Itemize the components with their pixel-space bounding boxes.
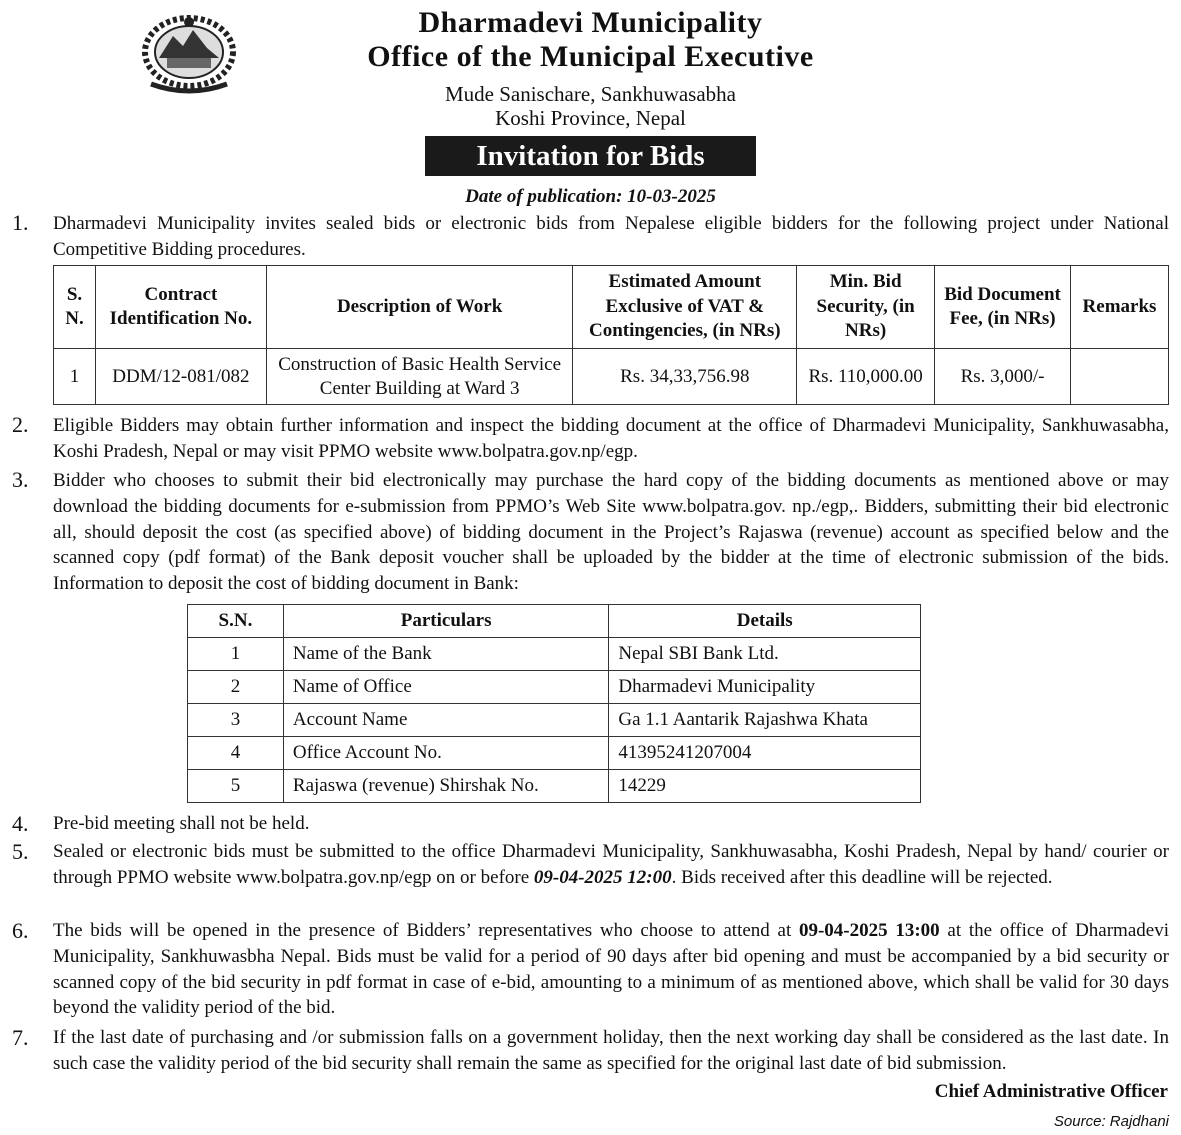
item-3-text: Bidder who chooses to submit their bid electronically may purchase the hard copy of the bidding documents as mentioned above or may download the bidding documents for e-submission from PPMO’s Web Site www.bolpatra.gov. np./egp,. Bidders, submitting their bid electronic all, should deposit the cost (as specified above) of bidding document in the Project’s Rajaswa (revenue) account as specified below and the scanned copy (pdf format) of the Bank deposit voucher shall be uploaded by the bidder at the time of electronic submission of the bids. Information to deposit the cost of bidding document in Bank: — [53, 470, 1169, 595]
table-header-row — [54, 266, 1169, 349]
table-row — [188, 737, 921, 770]
table-cell — [1070, 349, 1168, 405]
table-cell: DDM/12-081/082 — [95, 349, 266, 405]
item-number: 1. — [12, 210, 29, 235]
item-5-text-part: . Bids received after this deadline will be rejected. — [671, 866, 1053, 888]
item-number: 5. — [12, 839, 29, 864]
table-cell: 14229 — [609, 770, 921, 803]
office-title: Office of the Municipal Executive — [367, 40, 814, 73]
address-line-1: Mude Sanischare, Sankhuwasabha — [444, 82, 736, 106]
item-2-text: Eligible Bidders may obtain further information and inspect the bidding document at the office of Dharmadevi Municipality, Sankhuwasabha, Koshi Pradesh, Nepal or may visit PPMO website www.bolpatra.gov.np/egp. — [53, 415, 1169, 462]
table-row — [188, 704, 921, 737]
table-cell: Account Name — [283, 704, 608, 737]
item-6-text — [53, 918, 1169, 1021]
bid-opening-time: 09-04-2025 13:00 — [798, 920, 940, 941]
table-cell: 4 — [188, 737, 284, 770]
column-header: S.N. — [188, 605, 284, 638]
column-header: Min. Bid Security, (in NRs) — [797, 266, 935, 349]
table-cell: Name of the Bank — [283, 638, 608, 671]
publication-date: Date of publication: 10-03-2025 — [465, 186, 716, 207]
item-1-text: Dharmadevi Municipality invites sealed bids or electronic bids from Nepalese eligible bidders for the following project under National Competitive Bidding procedures. — [53, 213, 1169, 260]
item-5-text-part: Sealed or electronic bids must be submitted to the office Dharmadevi Municipality, Sankhuwasabha, Koshi Pradesh, Nepal by hand/ courier or through PPMO website www.bolpatra.gov.np/egp on or before — [53, 841, 1169, 888]
table-cell: Rs. 34,33,756.98 — [573, 349, 797, 405]
item-6-text-part: The bids will be opened in the presence of Bidders’ representatives who choose to attend at — [53, 920, 799, 941]
table-row — [54, 349, 1169, 405]
notice-title: Invitation for Bids — [425, 136, 756, 176]
bid-table — [53, 265, 1169, 405]
column-header: Details — [609, 605, 921, 638]
table-cell: Name of Office — [283, 671, 608, 704]
column-header: Bid Document Fee, (in NRs) — [935, 266, 1071, 349]
table-cell: 41395241207004 — [609, 737, 921, 770]
table-header-row — [188, 605, 921, 638]
table-cell: Ga 1.1 Aantarik Rajashwa Khata — [609, 704, 921, 737]
submission-deadline: 09-04-2025 12:00 — [533, 866, 672, 888]
item-number: 7. — [12, 1025, 29, 1050]
table-cell: 1 — [188, 638, 284, 671]
column-header: Description of Work — [266, 266, 573, 349]
column-header: S. N. — [54, 266, 96, 349]
table-cell: Nepal SBI Bank Ltd. — [609, 638, 921, 671]
bank-details-table — [187, 604, 921, 803]
table-cell: 3 — [188, 704, 284, 737]
item-4-text: Pre-bid meeting shall not be held. — [53, 813, 310, 834]
column-header: Contract Identification No. — [95, 266, 266, 349]
item-number: 2. — [12, 412, 29, 437]
table-cell: Dharmadevi Municipality — [609, 671, 921, 704]
table-cell: 5 — [188, 770, 284, 803]
address-line-2: Koshi Province, Nepal — [495, 106, 686, 130]
item-5-text — [53, 839, 1169, 891]
table-row — [188, 638, 921, 671]
column-header: Particulars — [283, 605, 608, 638]
table-cell: 1 — [54, 349, 96, 405]
item-number: 6. — [12, 918, 29, 943]
column-header: Estimated Amount Exclusive of VAT & Contingencies, (in NRs) — [573, 266, 797, 349]
table-row — [188, 671, 921, 704]
table-cell: 2 — [188, 671, 284, 704]
signatory: Chief Administrative Officer — [934, 1081, 1168, 1102]
item-number: 3. — [12, 467, 29, 492]
table-cell: Rajaswa (revenue) Shirshak No. — [283, 770, 608, 803]
table-cell: Construction of Basic Health Service Center Building at Ward 3 — [266, 349, 573, 405]
item-number: 4. — [12, 811, 29, 836]
org-name: Dharmadevi Municipality — [418, 6, 763, 39]
table-cell: Office Account No. — [283, 737, 608, 770]
item-7-text: If the last date of purchasing and /or submission falls on a government holiday, then the next working day shall be considered as the last date. In such case the validity period of the bid security shall remain the same as specified for the original last date of bid submission. — [53, 1027, 1169, 1074]
item-6-text-part: at the office of Dharmadevi Municipality, Sankhuwasbha Nepal. Bids must be valid for a period of 90 days after bid opening and must be accompanied by a bid security or scanned copy of the bid security in pdf format in case of e-bid, amounting to a minimum of as mentioned above, which shall be valid for 30 days beyond the validity period of the bid. — [53, 920, 1169, 1019]
table-row — [188, 770, 921, 803]
table-cell: Rs. 3,000/- — [935, 349, 1071, 405]
column-header: Remarks — [1070, 266, 1168, 349]
table-cell: Rs. 110,000.00 — [797, 349, 935, 405]
source-credit: Source: Rajdhani — [1053, 1113, 1169, 1130]
